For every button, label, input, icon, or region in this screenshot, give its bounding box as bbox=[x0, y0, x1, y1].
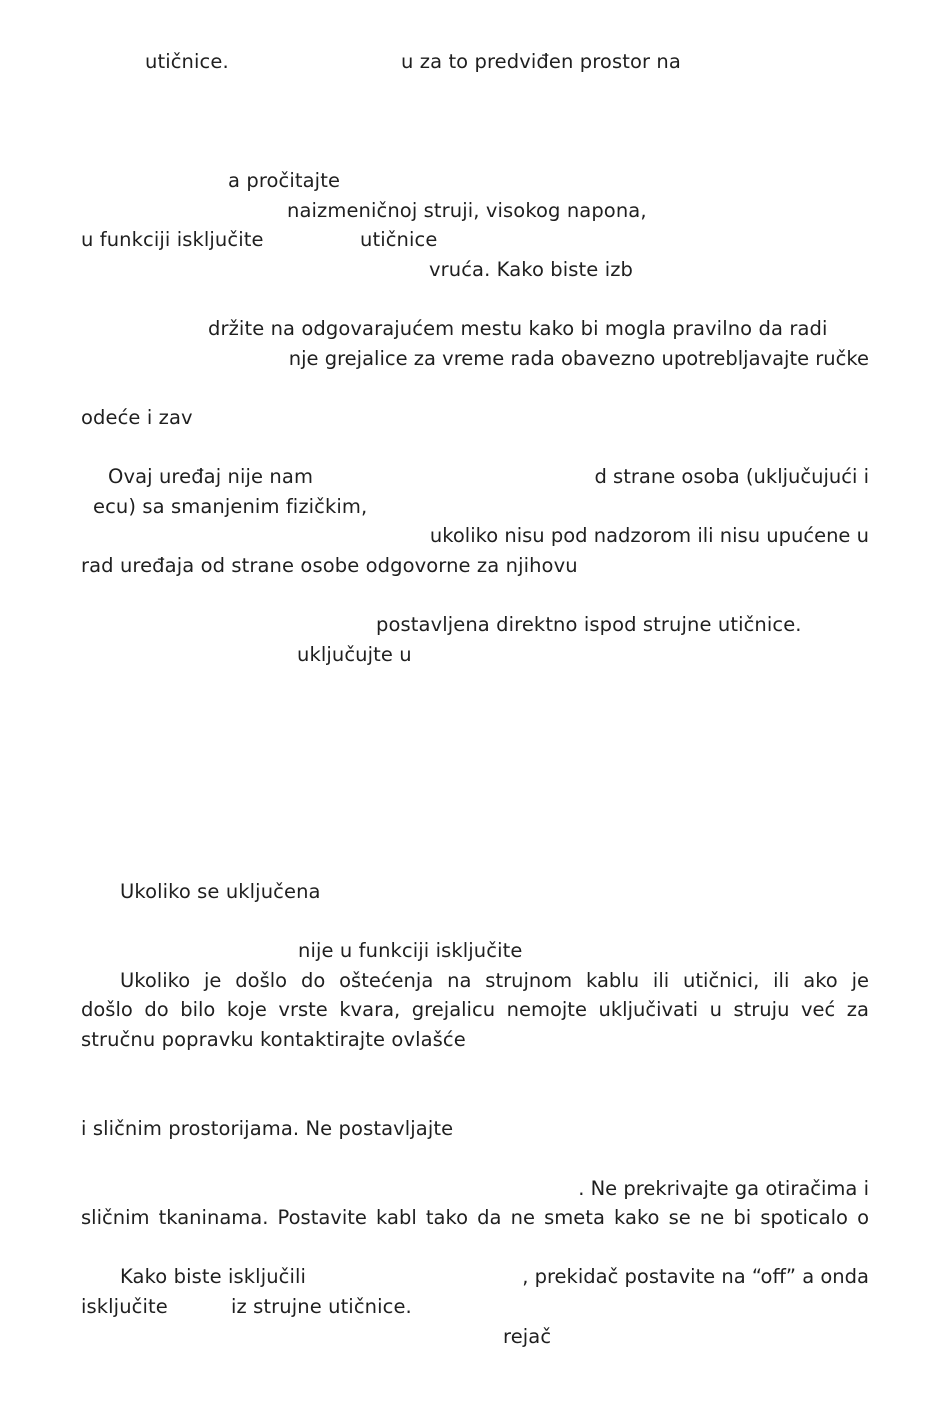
text-fragment: utičnice. bbox=[145, 50, 229, 73]
text-fragment: u funkciji isključite bbox=[81, 228, 264, 251]
text-fragment: ukoliko nisu pod nadzorom ili nisu upućene u bbox=[429, 524, 869, 547]
text-fragment: nije u funkciji isključite bbox=[298, 939, 523, 962]
text-fragment: rad uređaja od strane osobe odgovorne za njihovu bbox=[81, 554, 578, 577]
text-fragment: . Ne prekrivajte ga otiračima i bbox=[578, 1177, 869, 1200]
text-fragment: postavljena direktno ispod strujne utičnice. bbox=[376, 613, 802, 636]
text-fragment: ecu) sa smanjenim fizičkim, bbox=[93, 495, 368, 518]
text-fragment: d strane osoba (uključujući i bbox=[594, 465, 869, 488]
text-fragment: vruća. Kako biste izb bbox=[429, 258, 634, 281]
text-fragment: u za to predviđen prostor na bbox=[401, 50, 681, 73]
text-fragment: Ukoliko se uključena bbox=[120, 880, 321, 903]
text-fragment: Kako biste isključili bbox=[120, 1265, 307, 1288]
text-fragment: sličnim tkaninama. Postavite kabl tako da ne smeta kako se ne bi spoticalo o bbox=[81, 1206, 869, 1229]
text-fragment: došlo do bilo koje vrste kvara, grejalicu nemojte uključivati u struju već za bbox=[81, 998, 869, 1021]
text-fragment: , prekidač postavite na “off” a onda bbox=[522, 1265, 869, 1288]
text-fragment: odeće i zav bbox=[81, 406, 193, 429]
text-fragment: a pročitajte bbox=[228, 169, 341, 192]
text-fragment: naizmeničnoj struji, visokog napona, bbox=[287, 199, 647, 222]
text-fragment: utičnice bbox=[360, 228, 438, 251]
text-fragment: uključujte u bbox=[297, 643, 412, 666]
text-fragment: rejač bbox=[503, 1325, 552, 1348]
text-fragment: stručnu popravku kontaktirajte ovlašće bbox=[81, 1028, 466, 1051]
text-fragment: i sličnim prostorijama. Ne postavljajte bbox=[81, 1117, 454, 1140]
text-fragment: nje grejalice za vreme rada obavezno upotrebljavajte ručke bbox=[288, 347, 869, 370]
text-fragment: držite na odgovarajućem mestu kako bi mogla pravilno da radi bbox=[208, 317, 828, 340]
text-fragment: Ovaj uređaj nije nam bbox=[108, 465, 314, 488]
text-fragment: iz strujne utičnice. bbox=[231, 1295, 412, 1318]
text-fragment: Ukoliko je došlo do oštećenja na strujnom kablu ili utičnici, ili ako je bbox=[120, 969, 869, 992]
text-fragment: isključite bbox=[81, 1295, 168, 1318]
